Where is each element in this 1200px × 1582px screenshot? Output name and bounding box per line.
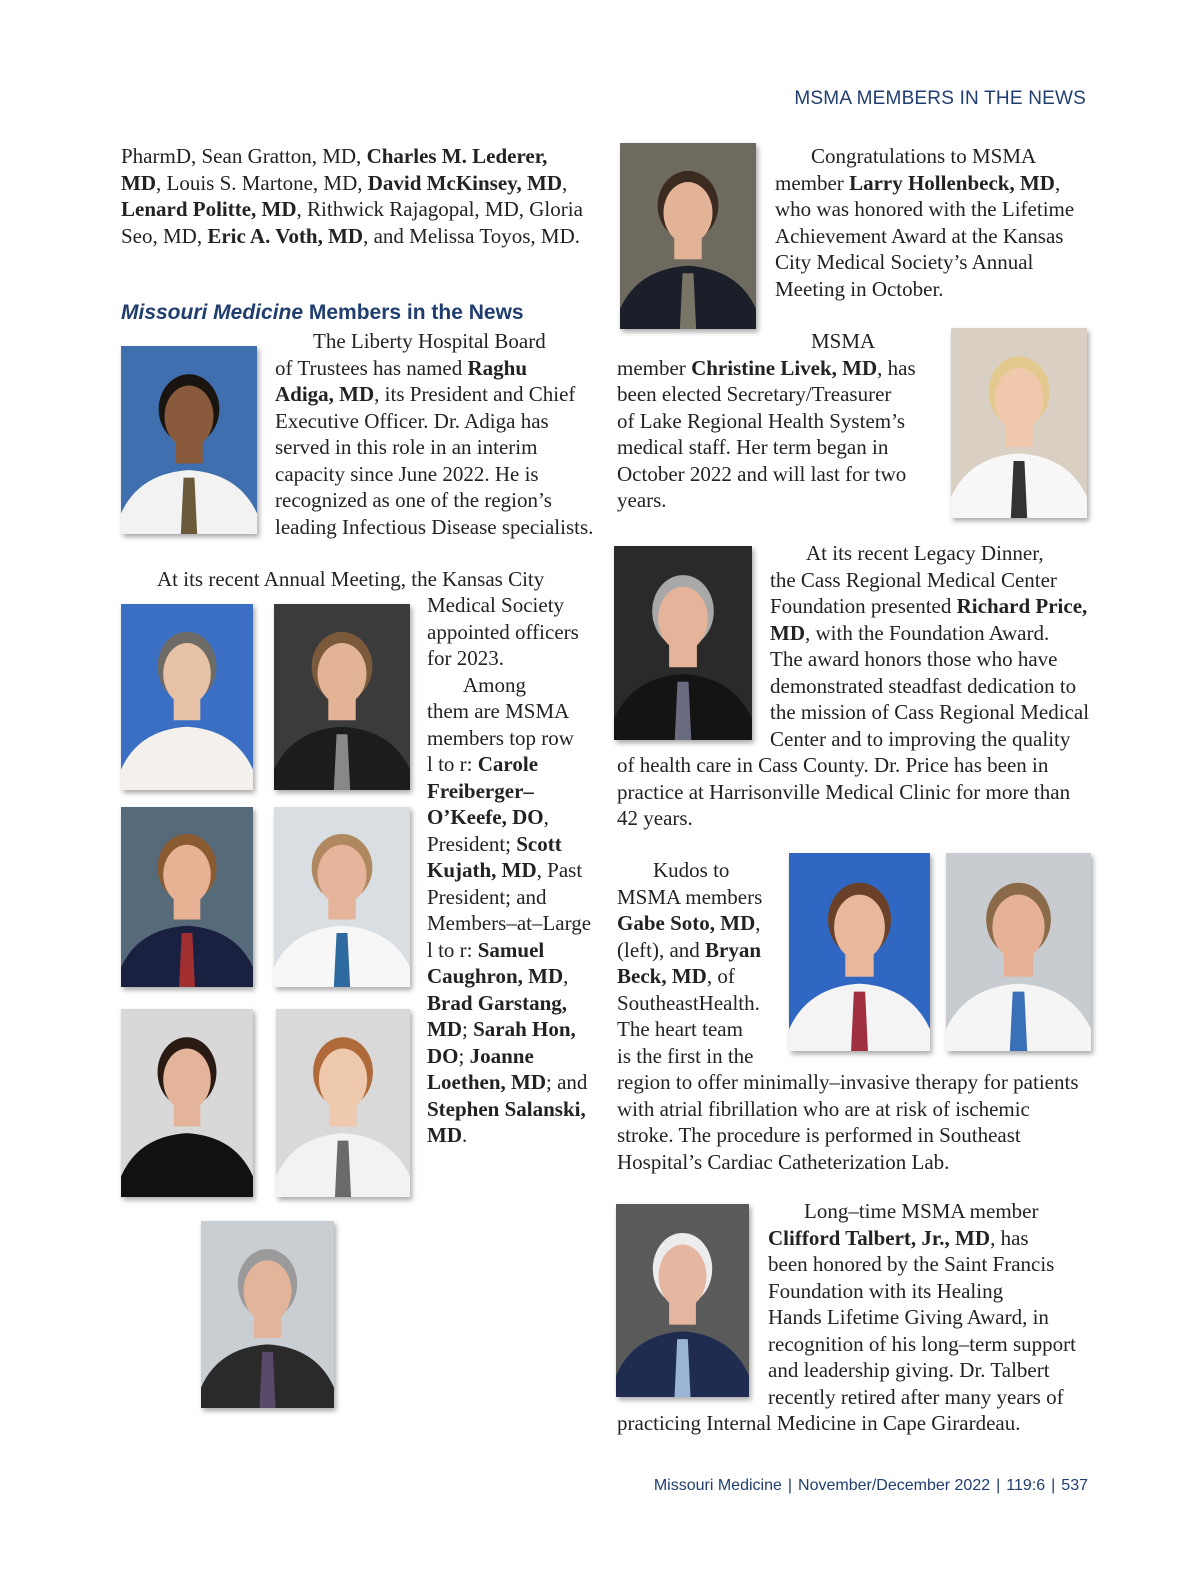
text-line <box>617 328 947 355</box>
portrait-face <box>165 385 214 447</box>
text-line <box>617 1096 1097 1123</box>
portrait-tie <box>1011 461 1027 518</box>
bold-name: MD <box>770 620 805 645</box>
portrait-tie <box>334 734 350 790</box>
bold-name: Sarah Hon, <box>473 1017 576 1041</box>
text-line <box>617 487 947 514</box>
bold-name: Christine Livek, MD <box>691 355 878 380</box>
text-run: The heart team <box>617 1017 743 1041</box>
text-run: who was honored with the Lifetime <box>775 197 1075 221</box>
text-run: ; <box>458 1043 470 1068</box>
text-run: appointed officers <box>427 619 579 644</box>
bold-name: DO <box>427 1043 459 1068</box>
photo-raghu-adiga <box>121 346 257 534</box>
text-run: l to r: <box>427 937 478 962</box>
text-line <box>427 778 607 805</box>
text-line <box>275 514 605 541</box>
portrait-image <box>616 1204 749 1397</box>
text-run: , has <box>990 1225 1029 1250</box>
text-run: Seo, MD, <box>121 223 208 248</box>
portrait-image <box>274 604 410 790</box>
text-run: , with the Foundation Award. <box>805 620 1050 645</box>
bold-name: MD <box>427 1123 462 1147</box>
price-paragraph-continued <box>617 752 1097 832</box>
text-line <box>617 884 787 911</box>
text-run: MSMA <box>811 329 876 353</box>
text-line <box>427 804 607 831</box>
soto-beck-paragraph-continued <box>617 1069 1097 1175</box>
bold-name: Samuel <box>477 937 545 962</box>
text-run: , and Melissa Toyos, MD. <box>363 223 580 248</box>
text-run: 42 years. <box>617 806 693 830</box>
text-run: ; <box>462 1017 474 1041</box>
text-line <box>617 910 787 937</box>
text-line <box>770 540 1100 567</box>
text-run: recognition of his long–term support <box>768 1331 1076 1356</box>
portrait-image <box>276 1009 410 1197</box>
portrait-tie <box>851 992 868 1051</box>
bold-name: Eric A. Voth, MD <box>207 223 364 248</box>
text-run: the mission of Cass Regional Medical <box>770 700 1090 724</box>
footer-page-number: 537 <box>1061 1477 1088 1494</box>
portrait-image <box>201 1221 334 1408</box>
text-run: medical staff. Her term began in <box>617 435 889 459</box>
text-run: (left), and <box>617 937 706 962</box>
text-run: , has <box>877 355 916 380</box>
text-line <box>427 990 607 1017</box>
photo-scott-kujath <box>274 604 410 790</box>
heading-italic: Missouri Medicine <box>121 301 304 324</box>
bold-name: David McKinsey, MD <box>367 170 562 195</box>
text-run: , <box>563 964 569 988</box>
text-line <box>275 487 605 514</box>
text-line <box>617 937 787 964</box>
portrait-tie <box>334 933 350 987</box>
photo-sarah-hon <box>121 1009 253 1197</box>
text-line <box>427 1096 607 1123</box>
text-line <box>775 170 1095 197</box>
kcms-paragraph <box>427 592 607 1149</box>
text-line <box>617 381 947 408</box>
bold-name: Adiga, MD <box>275 382 375 406</box>
text-run: President; and <box>427 884 547 909</box>
text-run: practice at Harrisonville Medical Clinic for more than <box>617 779 1071 804</box>
text-run: , <box>543 805 549 829</box>
text-run: Foundation with its Healing <box>768 1278 1004 1303</box>
text-run: leading Infectious Disease specialists. <box>275 514 594 539</box>
portrait-image <box>121 346 257 534</box>
portrait-tie <box>675 1339 691 1397</box>
text-line <box>121 223 601 250</box>
text-line <box>121 143 601 170</box>
portrait-tie <box>181 478 197 534</box>
bold-name: O’Keefe, DO <box>427 805 544 829</box>
text-run: October 2022 and will last for two <box>617 461 907 486</box>
text-line <box>768 1357 1098 1384</box>
text-run: Meeting in October. <box>775 276 944 301</box>
portrait-face <box>163 1048 211 1110</box>
text-line <box>427 857 607 884</box>
photo-joanne-loethen <box>276 1009 410 1197</box>
bold-name: Brad Garstang, <box>427 990 568 1015</box>
text-run: demonstrated steadfast dedication to <box>770 673 1077 698</box>
portrait-face <box>664 182 713 243</box>
portrait-face <box>319 1048 367 1110</box>
portrait-face <box>992 895 1044 960</box>
bold-name: Freiberger– <box>427 778 534 803</box>
text-line <box>770 646 1100 673</box>
photo-gabe-soto <box>789 853 930 1051</box>
text-line <box>275 434 605 461</box>
text-run: . <box>462 1123 468 1147</box>
section-header: MSMA MEMBERS IN THE NEWS <box>794 88 1086 109</box>
text-run: Medical Society <box>427 593 565 617</box>
text-run: SoutheastHealth. <box>617 990 760 1015</box>
text-line <box>617 1122 1097 1149</box>
footer-issue: November/December 2022 <box>798 1477 991 1494</box>
text-line <box>427 884 607 911</box>
text-line <box>275 408 605 435</box>
bold-name: Carole <box>477 752 539 776</box>
text-run: been honored by the Saint Francis <box>768 1252 1055 1276</box>
text-run: of Trustees has named <box>275 355 468 380</box>
portrait-face <box>659 1245 707 1309</box>
text-run: and leadership giving. Dr. Talbert <box>768 1358 1050 1382</box>
text-run: served in this role in an interim <box>275 435 538 459</box>
photo-carole-freiberger-okeefe <box>121 604 253 790</box>
heading-rest: Members in the News <box>303 301 524 324</box>
text-run: stroke. The procedure is performed in Southeast <box>617 1123 1021 1147</box>
text-line <box>770 567 1100 594</box>
text-line <box>617 805 1097 832</box>
price-paragraph <box>770 540 1100 752</box>
text-run: Foundation presented <box>770 594 957 618</box>
text-run: Long–time MSMA member <box>804 1199 1039 1223</box>
portrait-face <box>658 587 708 651</box>
text-run: , Rithwick Rajagopal, MD, Gloria <box>296 197 583 221</box>
portrait-image <box>121 807 253 987</box>
text-line <box>617 779 1097 806</box>
portrait-face <box>244 1260 292 1322</box>
text-line <box>768 1278 1098 1305</box>
livek-paragraph <box>617 328 947 514</box>
portrait-image <box>121 1009 253 1197</box>
text-run: President; <box>427 831 517 856</box>
text-line <box>427 725 607 752</box>
text-run: ; and <box>546 1070 588 1094</box>
talbert-paragraph-continued <box>617 1410 1097 1437</box>
portrait-image <box>789 853 930 1051</box>
text-line <box>427 1069 607 1096</box>
text-line <box>770 699 1100 726</box>
photo-christine-livek <box>951 328 1087 518</box>
bold-name: Gabe Soto, MD <box>617 911 756 935</box>
text-line <box>617 1149 1097 1176</box>
kcms-lead-line: At its recent Annual Meeting, the Kansas City <box>157 567 545 591</box>
text-line <box>770 726 1100 753</box>
text-line <box>427 1043 607 1070</box>
text-line <box>427 963 607 990</box>
text-line <box>768 1304 1098 1331</box>
text-line <box>427 751 607 778</box>
portrait-image <box>951 328 1087 518</box>
text-run: Hands Lifetime Giving Award, in <box>768 1305 1049 1329</box>
text-run: Among <box>463 672 526 697</box>
text-line <box>617 461 947 488</box>
bold-name: Larry Hollenbeck, MD <box>849 170 1055 195</box>
bold-name: Loethen, MD <box>427 1070 546 1094</box>
bold-name: Raghu <box>467 355 528 380</box>
photo-richard-price <box>614 546 752 740</box>
text-run: is the first in the <box>617 1043 754 1068</box>
text-line <box>768 1331 1098 1358</box>
text-run: member <box>617 355 692 380</box>
intro-paragraph <box>121 143 601 249</box>
text-run: practicing Internal Medicine in Cape Girardeau. <box>617 1411 1021 1435</box>
text-line <box>775 249 1095 276</box>
portrait-image <box>620 143 756 329</box>
text-run: City Medical Society’s Annual <box>775 250 1034 274</box>
hollenbeck-paragraph <box>775 143 1095 302</box>
photo-brad-garstang <box>274 807 410 987</box>
text-run: , <box>1054 170 1061 195</box>
portrait-image <box>121 604 253 790</box>
portrait-face <box>318 845 367 904</box>
text-line <box>275 461 605 488</box>
text-run: of Lake Regional Health System’s <box>617 408 906 433</box>
text-run: recently retired after many years of <box>768 1384 1064 1409</box>
text-run: , its President and Chief <box>374 382 576 406</box>
text-line <box>768 1384 1098 1411</box>
text-line <box>617 1016 787 1043</box>
bold-name: Scott <box>516 831 562 856</box>
portrait-image <box>274 807 410 987</box>
portrait-tie <box>675 682 692 740</box>
photo-clifford-talbert <box>616 1204 749 1397</box>
text-run: Kudos to <box>653 858 730 882</box>
text-run: MSMA members <box>617 884 763 909</box>
text-line <box>617 990 787 1017</box>
text-line <box>617 963 787 990</box>
bold-name: Clifford Talbert, Jr., MD <box>768 1225 991 1250</box>
text-run: recognized as one of the region’s <box>275 488 552 512</box>
text-run: Hospital’s Cardiac Catheterization Lab. <box>617 1149 950 1174</box>
text-line <box>775 143 1095 170</box>
text-run: Congratulations to MSMA <box>811 144 1037 168</box>
text-line <box>770 593 1100 620</box>
bold-name: Stephen Salanski, <box>427 1096 586 1121</box>
text-line <box>427 672 607 699</box>
portrait-face <box>163 845 211 904</box>
talbert-paragraph <box>768 1198 1098 1410</box>
text-line <box>275 328 605 355</box>
text-run: Members–at–Large <box>427 911 592 935</box>
text-run: them are MSMA <box>427 699 570 723</box>
photo-samuel-caughron <box>121 807 253 987</box>
text-run: The award honors those who have <box>770 647 1058 671</box>
bold-name: Caughron, MD <box>427 964 564 988</box>
portrait-tie <box>335 1141 351 1197</box>
bold-name: Joanne <box>469 1043 534 1068</box>
text-line <box>121 196 601 223</box>
photo-stephen-salanski <box>201 1221 334 1408</box>
footer-journal: Missouri Medicine <box>653 1477 782 1494</box>
text-run: l to r: <box>427 752 478 776</box>
portrait-tie <box>680 273 696 329</box>
text-run: years. <box>617 488 667 512</box>
text-line <box>770 673 1100 700</box>
page-footer: Missouri Medicine | November/December 2022 | 119:6 | 537 <box>653 1477 1088 1494</box>
text-line <box>427 592 607 619</box>
portrait-face <box>163 643 211 704</box>
text-run: Center and to improving the quality <box>770 726 1071 751</box>
text-run: region to offer minimally–invasive therapy for patients <box>617 1070 1079 1094</box>
text-run: with atrial fibrillation who are at risk of ischemic <box>617 1096 1030 1121</box>
portrait-face <box>995 368 1044 431</box>
text-run: members top row <box>427 725 574 750</box>
bold-name: Charles M. Lederer, <box>366 144 548 168</box>
adiga-paragraph <box>275 328 605 540</box>
text-line <box>617 857 787 884</box>
text-run: the Cass Regional Medical Center <box>770 567 1057 592</box>
photo-bryan-beck <box>946 853 1091 1051</box>
text-line <box>617 1069 1097 1096</box>
bold-name: Beck, MD <box>617 964 707 988</box>
text-line <box>121 170 601 197</box>
portrait-tie <box>179 933 195 987</box>
text-line <box>275 355 605 382</box>
bold-name: Bryan <box>705 937 762 962</box>
bold-name: Lenard Politte, MD <box>121 197 297 221</box>
text-run: for 2023. <box>427 646 504 670</box>
text-line <box>617 355 947 382</box>
text-run: , Past <box>536 858 583 882</box>
text-line <box>427 645 607 672</box>
text-run: member <box>775 170 850 195</box>
portrait-image <box>614 546 752 740</box>
text-run: been elected Secretary/Treasurer <box>617 382 892 406</box>
text-run: , <box>562 170 568 195</box>
text-line <box>617 408 947 435</box>
text-line <box>427 910 607 937</box>
text-line <box>427 619 607 646</box>
text-run: , <box>755 911 761 935</box>
text-line <box>427 937 607 964</box>
text-line <box>427 1122 607 1149</box>
text-line <box>775 196 1095 223</box>
text-line <box>775 223 1095 250</box>
text-run: The Liberty Hospital Board <box>313 329 546 353</box>
text-line <box>427 1016 607 1043</box>
text-line <box>617 434 947 461</box>
portrait-face <box>318 643 367 704</box>
text-line <box>617 1410 1097 1437</box>
text-run: Achievement Award at the Kansas <box>775 223 1064 248</box>
text-line <box>768 1198 1098 1225</box>
bold-name: Kujath, MD <box>427 858 537 882</box>
text-run: capacity since June 2022. He is <box>275 461 539 486</box>
text-line <box>275 381 605 408</box>
text-run: Executive Officer. Dr. Adiga has <box>275 408 549 433</box>
text-run: , Louis S. Martone, MD, <box>156 170 368 195</box>
section-heading <box>121 301 524 325</box>
text-run: , of <box>706 964 735 988</box>
portrait-tie <box>260 1352 276 1408</box>
portrait-face <box>834 895 885 960</box>
bold-name: MD <box>427 1017 462 1041</box>
text-line <box>617 1043 787 1070</box>
text-line <box>427 831 607 858</box>
text-line <box>768 1251 1098 1278</box>
text-line <box>427 698 607 725</box>
text-line <box>770 620 1100 647</box>
portrait-image <box>946 853 1091 1051</box>
text-line <box>775 276 1095 303</box>
text-line <box>768 1225 1098 1252</box>
text-run: At its recent Legacy Dinner, <box>806 541 1044 565</box>
text-run: of health care in Cass County. Dr. Price has been in <box>617 753 1049 777</box>
portrait-tie <box>1010 992 1027 1051</box>
footer-volume: 119:6 <box>1006 1477 1046 1494</box>
bold-name: MD <box>121 170 156 195</box>
photo-larry-hollenbeck <box>620 143 756 329</box>
text-run: PharmD, Sean Gratton, MD, <box>121 144 367 168</box>
soto-beck-paragraph <box>617 857 787 1069</box>
bold-name: Richard Price, <box>956 594 1088 618</box>
text-line <box>617 752 1097 779</box>
